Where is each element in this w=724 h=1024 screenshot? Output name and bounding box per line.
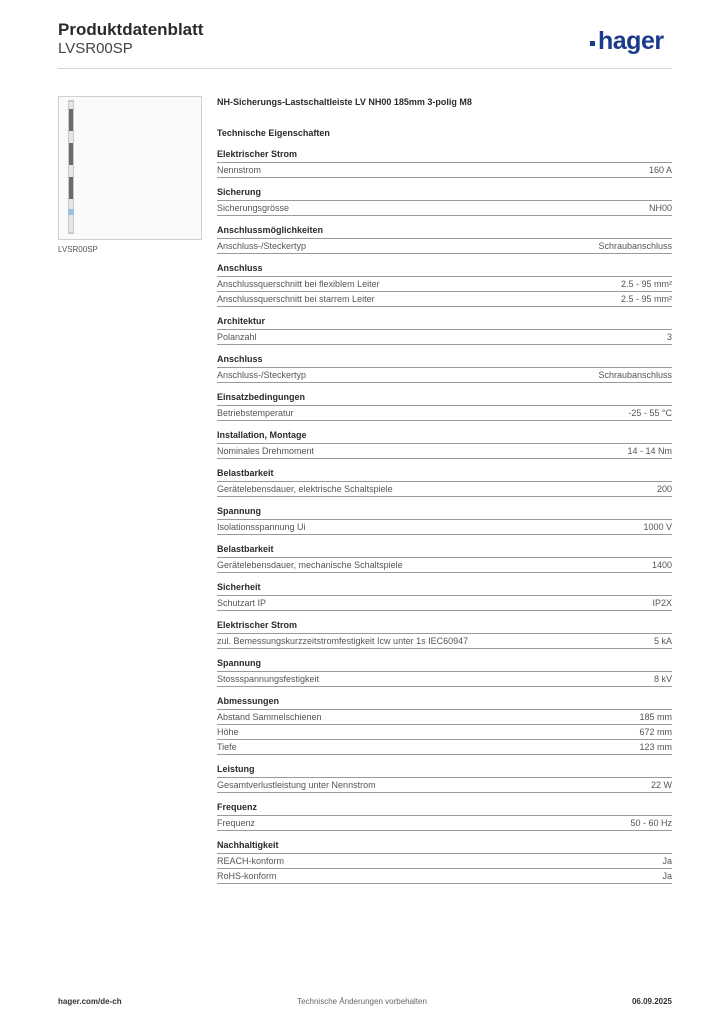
property-group bbox=[217, 800, 672, 831]
property-row bbox=[217, 853, 672, 868]
group-rows bbox=[217, 405, 672, 421]
property-group bbox=[217, 428, 672, 459]
product-image-drawing bbox=[59, 97, 201, 239]
property-label: Stossspannungsfestigkeit bbox=[217, 674, 320, 684]
property-label: Höhe bbox=[217, 727, 239, 737]
property-label: Sicherungsgrösse bbox=[217, 203, 290, 213]
property-row bbox=[217, 739, 672, 755]
property-row bbox=[217, 162, 672, 178]
group-title: Sicherung bbox=[217, 187, 262, 197]
property-value: 672 mm bbox=[639, 727, 672, 737]
group-title: Elektrischer Strom bbox=[217, 149, 298, 159]
property-value: Ja bbox=[662, 856, 672, 866]
property-value: 160 A bbox=[648, 165, 672, 175]
group-rows bbox=[217, 519, 672, 535]
property-value: 1400 bbox=[651, 560, 672, 570]
group-rows bbox=[217, 633, 672, 649]
property-value: 1000 V bbox=[643, 522, 672, 532]
group-rows bbox=[217, 777, 672, 793]
property-group bbox=[217, 694, 672, 755]
group-rows bbox=[217, 367, 672, 383]
property-row bbox=[217, 200, 672, 216]
header-divider bbox=[58, 68, 672, 69]
property-row bbox=[217, 595, 672, 611]
product-code: LVSR00SP bbox=[58, 40, 133, 57]
property-row bbox=[217, 481, 672, 497]
group-title: Installation, Montage bbox=[217, 430, 307, 440]
group-title: Elektrischer Strom bbox=[217, 620, 298, 630]
footer-notice: Technische Änderungen vorbehalten bbox=[297, 997, 427, 1006]
group-title: Belastbarkeit bbox=[217, 468, 274, 478]
property-value: 5 kA bbox=[653, 636, 672, 646]
group-title: Spannung bbox=[217, 658, 261, 668]
footer-website: hager.com/de-ch bbox=[58, 997, 122, 1006]
property-label: zul. Bemessungskurzzeitstromfestigkeit Icw unter 1s IEC60947 bbox=[217, 636, 469, 646]
group-title: Anschluss bbox=[217, 354, 263, 364]
property-value: Schraubanschluss bbox=[598, 241, 672, 251]
property-label: Isolationsspannung Ui bbox=[217, 522, 306, 532]
property-label: Anschlussquerschnitt bei flexiblem Leiter bbox=[217, 279, 380, 289]
property-row bbox=[217, 709, 672, 724]
group-rows bbox=[217, 815, 672, 831]
property-row bbox=[217, 868, 672, 884]
property-value: 200 bbox=[656, 484, 672, 494]
property-label: Gesamtverlustleistung unter Nennstrom bbox=[217, 780, 376, 790]
property-group bbox=[217, 762, 672, 793]
property-label: Polanzahl bbox=[217, 332, 257, 342]
property-value: -25 - 55 °C bbox=[628, 408, 672, 418]
property-label: Schutzart IP bbox=[217, 598, 267, 608]
group-rows bbox=[217, 557, 672, 573]
property-group bbox=[217, 147, 672, 178]
group-rows bbox=[217, 853, 672, 884]
property-row bbox=[217, 671, 672, 687]
property-value: IP2X bbox=[652, 598, 672, 608]
property-group bbox=[217, 352, 672, 383]
data-sheet-content bbox=[217, 97, 672, 891]
group-title: Architektur bbox=[217, 316, 266, 326]
property-row bbox=[217, 405, 672, 421]
property-value: 14 - 14 Nm bbox=[627, 446, 672, 456]
property-value: 185 mm bbox=[639, 712, 672, 722]
group-rows bbox=[217, 329, 672, 345]
group-title: Belastbarkeit bbox=[217, 544, 274, 554]
property-label: Anschlussquerschnitt bei starrem Leiter bbox=[217, 294, 375, 304]
property-row bbox=[217, 724, 672, 739]
group-rows bbox=[217, 671, 672, 687]
property-row bbox=[217, 276, 672, 291]
group-title: Frequenz bbox=[217, 802, 258, 812]
property-group bbox=[217, 656, 672, 687]
property-value: 3 bbox=[666, 332, 672, 342]
property-groups bbox=[217, 147, 672, 884]
property-row bbox=[217, 815, 672, 831]
property-value: 22 W bbox=[650, 780, 672, 790]
property-value: 50 - 60 Hz bbox=[630, 818, 672, 828]
property-row bbox=[217, 557, 672, 573]
property-label: Frequenz bbox=[217, 818, 256, 828]
property-group bbox=[217, 261, 672, 307]
property-row bbox=[217, 367, 672, 383]
property-label: Tiefe bbox=[217, 742, 237, 752]
property-row bbox=[217, 238, 672, 254]
property-value: Ja bbox=[662, 871, 672, 881]
hager-logo: hager bbox=[590, 27, 664, 56]
property-group bbox=[217, 504, 672, 535]
group-title: Anschlussmöglichkeiten bbox=[217, 225, 324, 235]
property-group bbox=[217, 838, 672, 884]
property-value: 8 kV bbox=[653, 674, 672, 684]
property-label: Anschluss-/Steckertyp bbox=[217, 241, 307, 251]
property-row bbox=[217, 633, 672, 649]
property-row bbox=[217, 519, 672, 535]
image-caption: LVSR00SP bbox=[58, 245, 98, 254]
property-group bbox=[217, 223, 672, 254]
property-value: Schraubanschluss bbox=[598, 370, 672, 380]
property-group bbox=[217, 618, 672, 649]
property-label: Nennstrom bbox=[217, 165, 262, 175]
group-title: Sicherheit bbox=[217, 582, 261, 592]
property-row bbox=[217, 329, 672, 345]
property-label: Betriebstemperatur bbox=[217, 408, 294, 418]
property-row bbox=[217, 443, 672, 459]
document-title: Produktdatenblatt bbox=[58, 20, 204, 39]
property-group bbox=[217, 542, 672, 573]
property-label: Abstand Sammelschienen bbox=[217, 712, 322, 722]
group-rows bbox=[217, 238, 672, 254]
group-rows bbox=[217, 709, 672, 755]
group-rows bbox=[217, 200, 672, 216]
property-group bbox=[217, 390, 672, 421]
property-label: Gerätelebensdauer, mechanische Schaltspiele bbox=[217, 560, 403, 570]
product-image bbox=[58, 96, 202, 240]
group-rows bbox=[217, 443, 672, 459]
property-value: 2.5 - 95 mm² bbox=[620, 294, 672, 304]
group-title: Leistung bbox=[217, 764, 255, 774]
group-rows bbox=[217, 162, 672, 178]
property-group bbox=[217, 466, 672, 497]
group-title: Einsatzbedingungen bbox=[217, 392, 306, 402]
property-value: 2.5 - 95 mm² bbox=[620, 279, 672, 289]
property-group bbox=[217, 314, 672, 345]
group-title: Nachhaltigkeit bbox=[217, 840, 279, 850]
property-value: NH00 bbox=[648, 203, 672, 213]
product-name: NH-Sicherungs-Lastschaltleiste LV NH00 185mm 3-polig M8 bbox=[217, 97, 472, 107]
group-rows bbox=[217, 481, 672, 497]
property-label: Gerätelebensdauer, elektrische Schaltspiele bbox=[217, 484, 393, 494]
property-group bbox=[217, 580, 672, 611]
group-title: Spannung bbox=[217, 506, 261, 516]
property-label: REACH-konform bbox=[217, 856, 285, 866]
property-label: Anschluss-/Steckertyp bbox=[217, 370, 307, 380]
property-value: 123 mm bbox=[639, 742, 672, 752]
footer-date: 06.09.2025 bbox=[631, 997, 672, 1006]
property-label: RoHS-konform bbox=[217, 871, 277, 881]
property-row bbox=[217, 291, 672, 307]
group-rows bbox=[217, 595, 672, 611]
group-rows bbox=[217, 276, 672, 307]
section-heading: Technische Eigenschaften bbox=[217, 128, 330, 138]
group-title: Abmessungen bbox=[217, 696, 280, 706]
group-title: Anschluss bbox=[217, 263, 263, 273]
property-row bbox=[217, 777, 672, 793]
property-group bbox=[217, 185, 672, 216]
property-label: Nominales Drehmoment bbox=[217, 446, 315, 456]
